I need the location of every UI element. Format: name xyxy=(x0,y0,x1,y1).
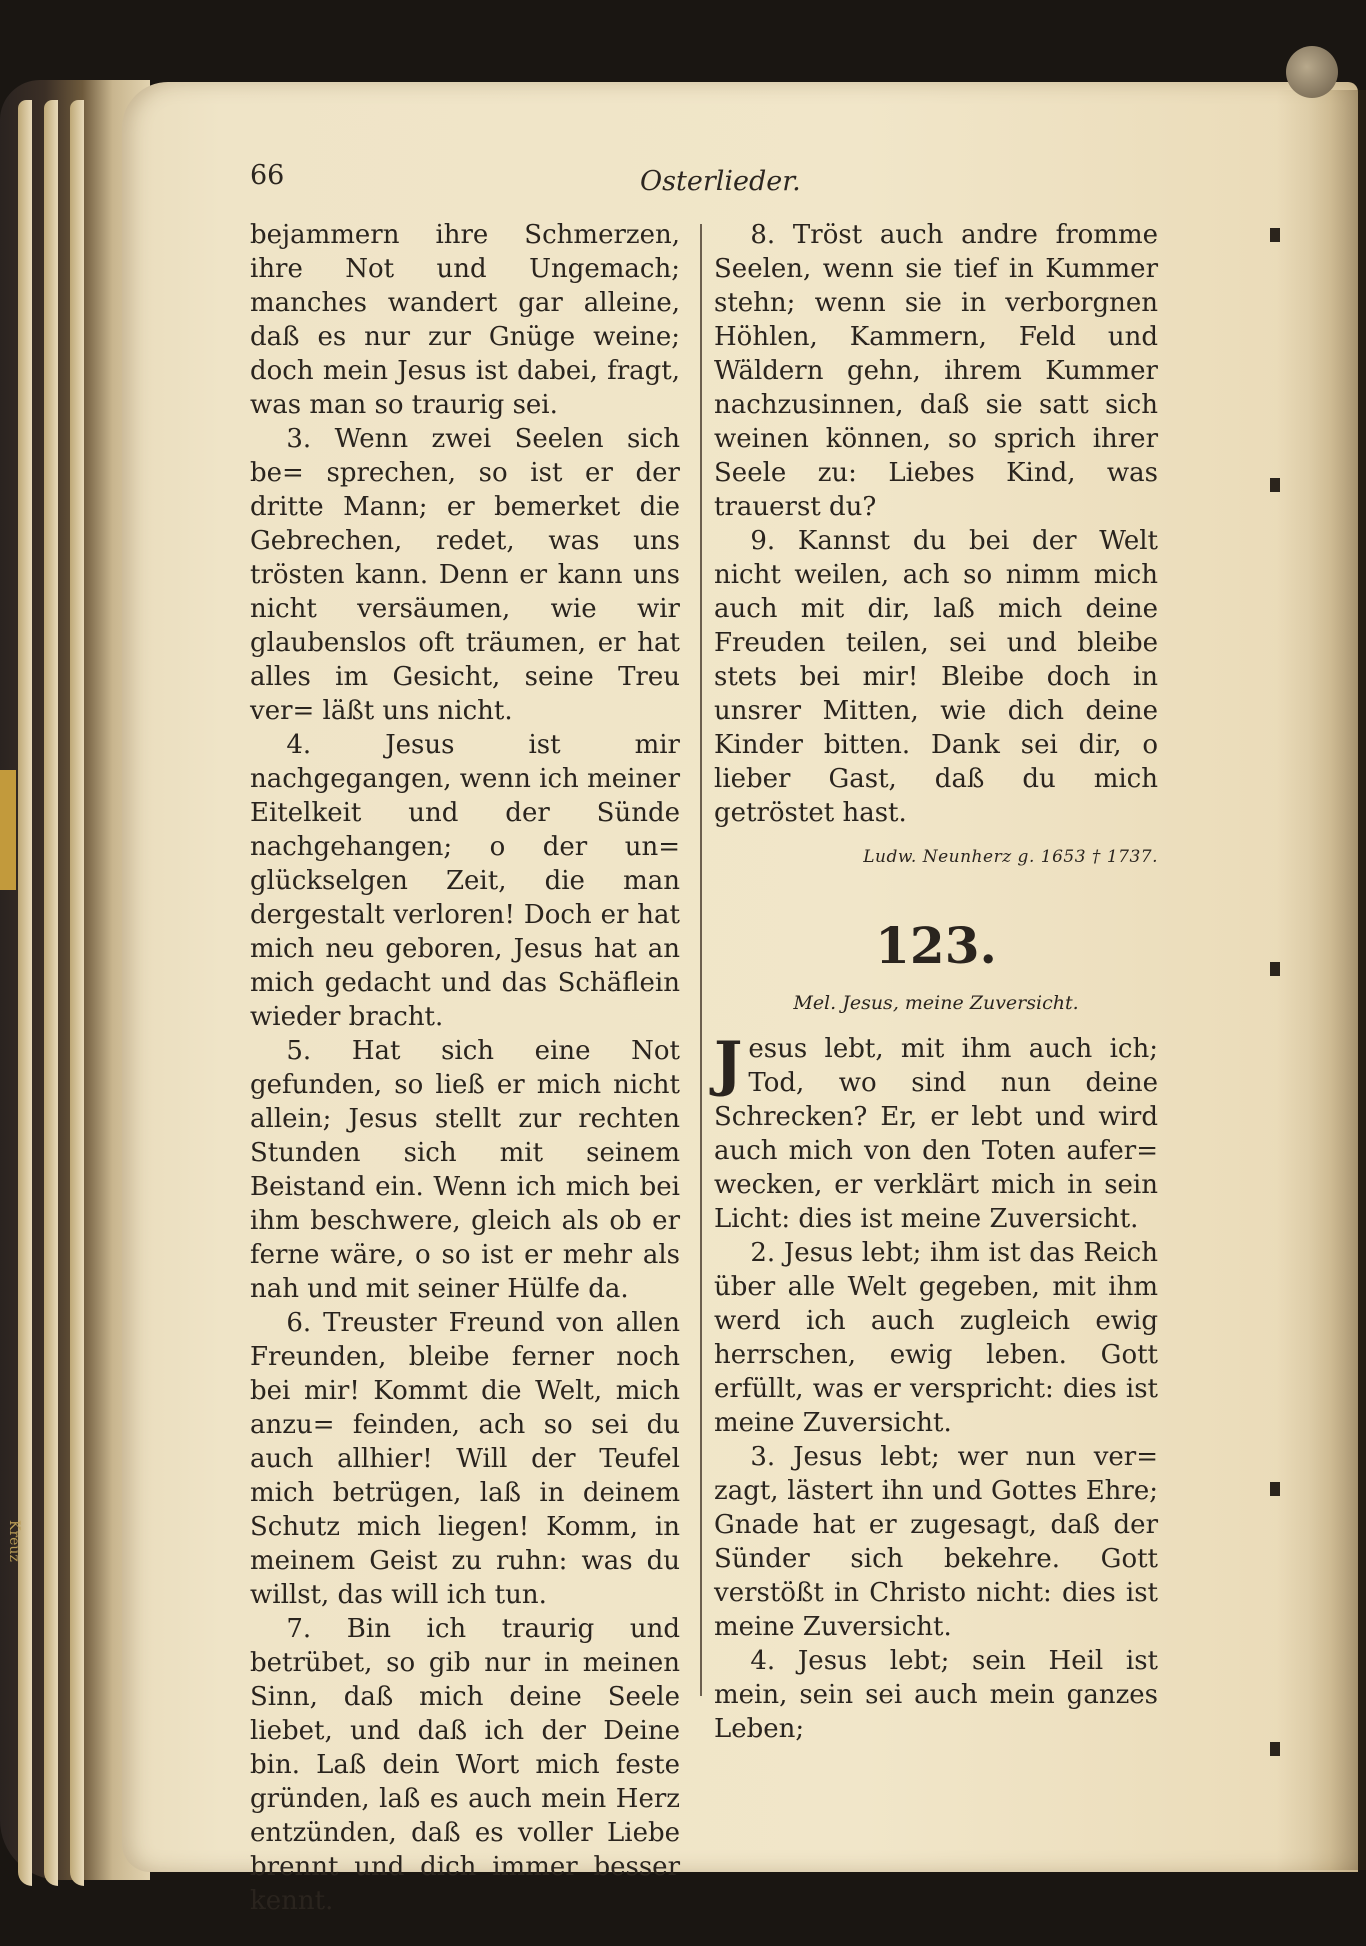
page-header xyxy=(250,160,801,200)
right-column xyxy=(714,218,1158,1746)
verse-paragraph: 4. Jesus ist mir nachgegangen, wenn ich meiner Eitelkeit und der Sünde nachgehangen; o der un= glückselgen Zeit, die man dergestalt verloren! Doch er hat mich neu geboren, Jesus hat an mich gedacht und das Schäflein wieder bracht. xyxy=(250,730,680,1032)
verse-paragraph: 6. Treuster Freund von allen Freunden, bleibe ferner noch bei mir! Kommt die Welt, mich anzu= feinden, ach so sei du auch allhier! Will der Teufel mich betrügen, laß in deinem Schutz mich liegen! Komm, in meinem Geist zu ruhn: was du willst, das will ich tun. xyxy=(250,1308,680,1610)
verse-paragraph: 3. Wenn zwei Seelen sich be= sprechen, so ist er der dritte Mann; er bemerket die Gebrechen, redet, was uns trösten kann. Denn er kann uns nicht versäumen, wie wir glaubenslos oft träumen, er hat alles im Gesicht, seine Treu ver= läßt uns nicht. xyxy=(250,424,680,726)
verse-paragraph: 9. Kannst du bei der Welt nicht weilen, ach so nimm mich auch mit dir, laß mich deine Freuden teilen, sei und bleibe stets bei mir! Bleibe doch in unsrer Mitten, wie dich deine Kinder bitten. Dank sei dir, o lieber Gast, daß du mich getröstet hast. xyxy=(714,526,1158,828)
verse-paragraph: 8. Tröst auch andre fromme Seelen, wenn sie tief in Kummer stehn; wenn sie in verborgnen Höhlen, Kammern, Feld und Wäldern gehn, ihrem Kummer nachzusinnen, daß sie satt sich weinen können, so sprich ihrer Seele zu: Liebes Kind, was trauerst du? xyxy=(714,220,1158,522)
verse-paragraph: 5. Hat sich eine Not gefunden, so ließ er mich nicht allein; Jesus stellt zur rechten Stunden sich mit seinem Beistand ein. Wenn ich mich bei ihm beschwere, gleich als ob er ferne wäre, o so ist er mehr als nah und mit seiner Hülfe da. xyxy=(250,1036,680,1304)
melody-note: Mel. Jesus, meine Zuversicht. xyxy=(793,992,1079,1014)
hymn-number: 123. xyxy=(875,916,997,975)
margin-mark xyxy=(1270,228,1280,242)
verse-paragraph: 7. Bin ich traurig und betrübet, so gib nur in meinen Sinn, daß mich deine Seele liebet, und daß ich der Deine bin. Laß dein Wort mich feste gründen, laß es auch mein Herz entzünden, daß es voller Liebe brennt und dich immer besser kennt. xyxy=(250,1614,680,1916)
metal-clip xyxy=(1286,46,1338,98)
page-edge-layer xyxy=(70,100,84,1886)
margin-mark xyxy=(1270,1742,1280,1756)
page-edge-layer xyxy=(44,100,58,1886)
margin-mark xyxy=(1270,1482,1280,1496)
verse-paragraph: 4. Jesus lebt; sein Heil ist mein, sein sei auch mein ganzes Leben; xyxy=(714,1646,1158,1744)
drop-cap: J xyxy=(714,1029,743,1099)
author-attribution: Ludw. Neunherz g. 1653 † 1737. xyxy=(863,847,1158,867)
left-column xyxy=(250,218,680,1918)
verse-paragraph: 3. Jesus lebt; wer nun ver= zagt, lästert ihn und Gottes Ehre; Gnade hat er zugesagt, daß der Sünder sich bekehre. Gott verstößt in Christo nicht: dies ist meine Zuversicht. xyxy=(714,1442,1158,1642)
margin-mark xyxy=(1270,962,1280,976)
gold-band xyxy=(0,770,16,890)
margin-mark xyxy=(1270,478,1280,492)
verse-paragraph: 2. Jesus lebt; ihm ist das Reich über alle Welt gegeben, mit ihm werd ich auch zugleich ewig herrschen, ewig leben. Gott erfüllt, was er verspricht: dies ist meine Zuversicht. xyxy=(714,1238,1158,1438)
hymn-verse-text: esus lebt, mit ihm auch ich; Tod, wo sind nun deine Schrecken? Er, er lebt und wird auch mich von den Toten aufer= wecken, er verklärt mich in sein Licht: dies ist meine Zuversicht. xyxy=(714,1034,1158,1234)
spine-text: Kreuz xyxy=(6,1520,22,1562)
column-divider xyxy=(700,224,702,1696)
page-shadow xyxy=(1276,90,1366,1870)
verse-paragraph: bejammern ihre Schmerzen, ihre Not und Ungemach; manches wandert gar alleine, daß es nur zur Gnüge weine; doch mein Jesus ist dabei, fragt, was man so traurig sei. xyxy=(250,220,680,420)
page-number: 66 xyxy=(250,160,285,191)
hymn-verse-1 xyxy=(714,1029,1158,1236)
section-title: Osterlieder. xyxy=(640,166,801,197)
